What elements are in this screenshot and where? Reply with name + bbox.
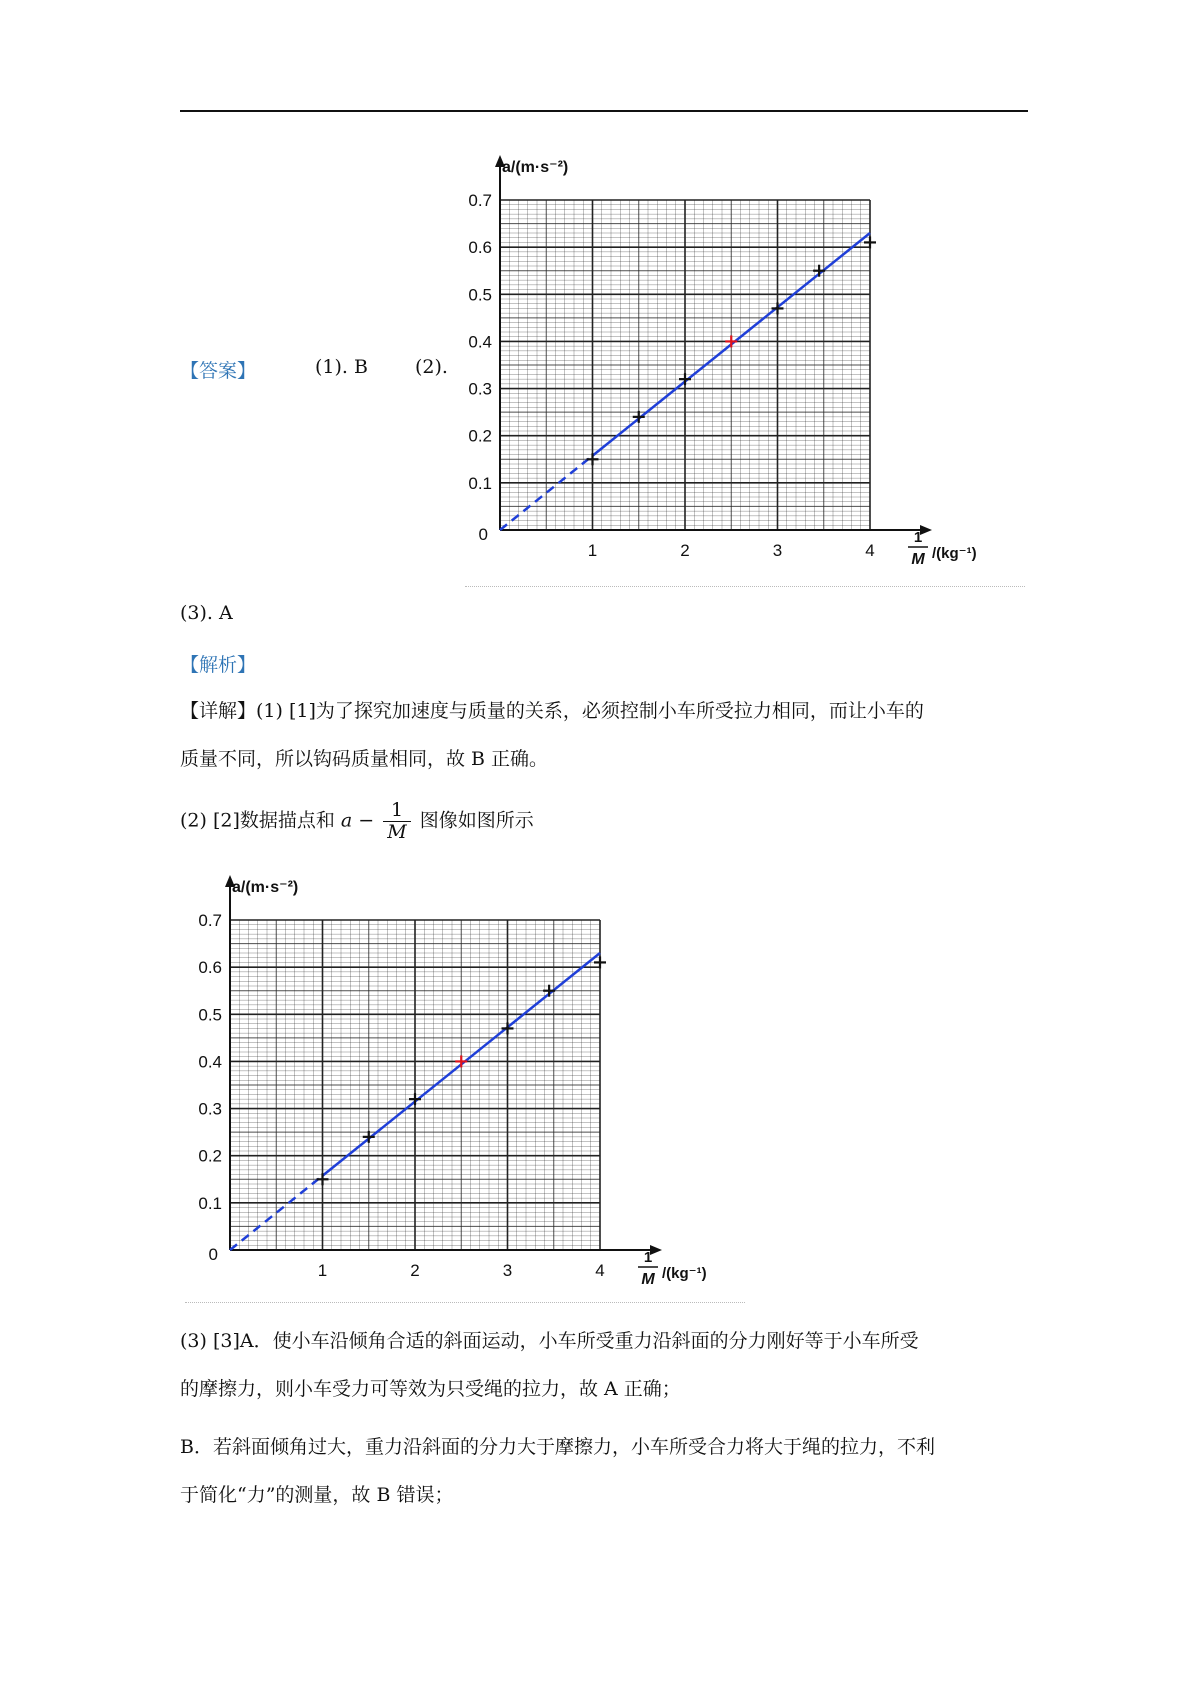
data-point <box>587 453 599 465</box>
y-tick-label: 0.1 <box>198 1193 222 1213</box>
x-tick-label: 2 <box>410 1261 420 1280</box>
chart-divider <box>465 586 1025 587</box>
detail-p4-line1: B．若斜面倾角过大，重力沿斜面的分力大于摩擦力，小车所受合力将大于绳的拉力，不利 <box>180 1436 935 1458</box>
detail-p2-suffix: 图像如图所示 <box>419 809 534 832</box>
detail-p2-fraction <box>383 800 410 843</box>
answer-line <box>180 356 256 383</box>
y-tick-label: 0.3 <box>468 379 492 399</box>
y-tick-label: 0.6 <box>198 958 222 978</box>
x-label-numerator: 1 <box>913 529 923 546</box>
detail-p2-minus: − <box>358 809 375 832</box>
detail-p2-var: a <box>340 809 353 832</box>
data-point <box>317 1173 329 1185</box>
answer-label: 【答案】 <box>180 360 257 382</box>
x-tick-label: 2 <box>680 541 690 560</box>
y-tick-label: 0.4 <box>198 1052 222 1072</box>
y-axis-label: a/(m·s⁻²) <box>502 159 569 176</box>
detail-p1-line2: 质量不同，所以钩码质量相同，故 B 正确。 <box>180 748 549 770</box>
highlight-point <box>455 1055 467 1067</box>
fraction-numerator: 1 <box>383 800 410 822</box>
detail-p2 <box>180 800 534 843</box>
origin-label: 0 <box>208 1245 218 1264</box>
answer-part3: (3). A <box>180 602 233 624</box>
x-label-numerator: 1 <box>643 1249 653 1266</box>
detail-p3-line1: (3) [3]A．使小车沿倾角合适的斜面运动，小车所受重力沿斜面的分力刚好等于小车所受 <box>180 1330 919 1352</box>
y-tick-label: 0.3 <box>198 1099 222 1119</box>
x-label-denominator: M <box>911 551 925 568</box>
highlight-point <box>725 335 737 347</box>
y-tick-label: 0.1 <box>468 473 492 493</box>
fraction-denominator: M <box>387 820 407 843</box>
y-tick-label: 0.2 <box>468 426 492 446</box>
detail-p4-line2: 于简化“力”的测量，故 B 错误； <box>180 1484 454 1506</box>
y-tick-label: 0.7 <box>468 191 492 210</box>
y-tick-label: 0.5 <box>468 285 492 305</box>
y-tick-label: 0.2 <box>198 1146 222 1166</box>
answer-chart <box>460 150 1020 580</box>
y-tick-label: 0.7 <box>198 911 222 930</box>
x-label-unit: /(kg⁻¹) <box>932 545 977 562</box>
header-rule <box>180 110 1028 112</box>
answer-part2: (2). <box>415 356 448 378</box>
detail-p2-prefix: (2) [2]数据描点和 <box>180 809 335 832</box>
origin-label: 0 <box>478 525 488 544</box>
chart-divider-2 <box>185 1302 745 1303</box>
analysis-chart <box>190 870 750 1300</box>
x-tick-label: 3 <box>502 1261 513 1280</box>
analysis-label: 【解析】 <box>180 654 257 676</box>
detail-p1-line1: 【详解】(1) [1]为了探究加速度与质量的关系，必须控制小车所受拉力相同，而让小车的 <box>180 700 924 722</box>
detail-p3-line2: 的摩擦力，则小车受力可等效为只受绳的拉力，故 A 正确； <box>180 1378 681 1400</box>
y-tick-label: 0.6 <box>468 238 492 258</box>
y-tick-label: 0.4 <box>468 332 492 352</box>
x-label-unit: /(kg⁻¹) <box>662 1265 707 1282</box>
x-label-denominator: M <box>641 1271 655 1288</box>
x-tick-label: 1 <box>587 541 598 560</box>
y-tick-label: 0.5 <box>198 1005 222 1025</box>
x-tick-label: 4 <box>865 541 875 560</box>
x-tick-label: 4 <box>595 1261 605 1280</box>
x-tick-label: 1 <box>317 1261 328 1280</box>
answer-part1: (1). B <box>315 356 368 378</box>
x-tick-label: 3 <box>772 541 783 560</box>
y-axis-label: a/(m·s⁻²) <box>232 879 299 896</box>
